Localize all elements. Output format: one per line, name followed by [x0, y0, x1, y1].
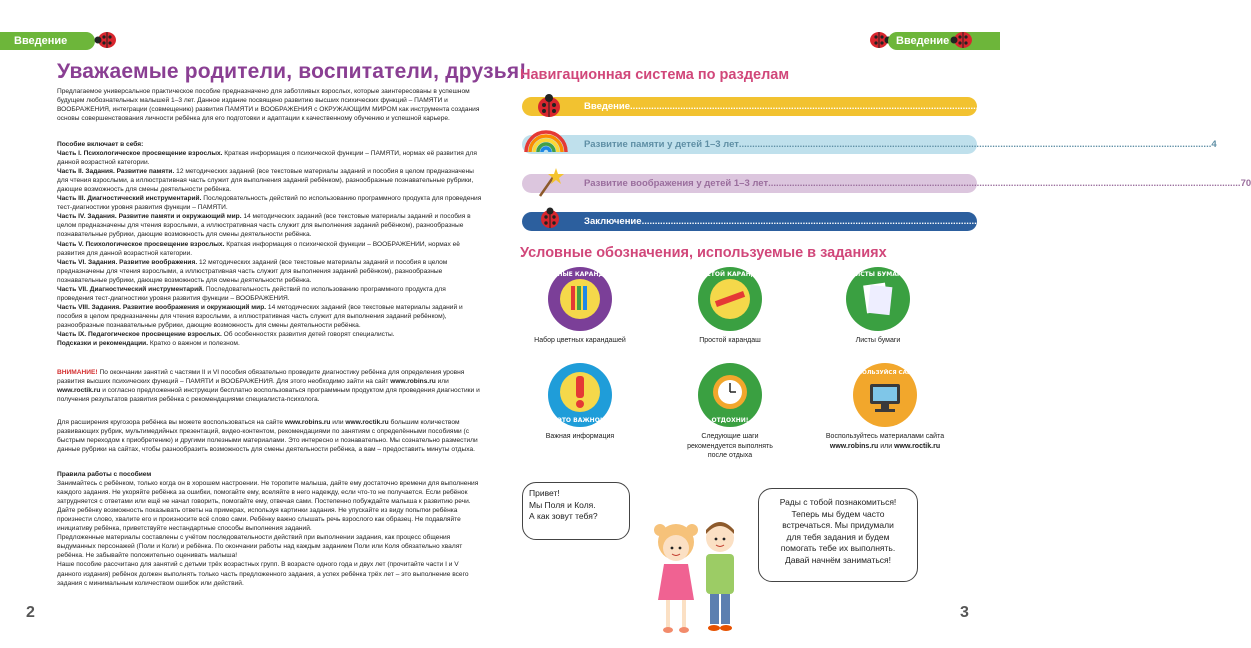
rules-text-3: Наше пособие рассчитано для занятий с детьми трёх возрастных групп. В возрасте одного года и двух лет (прочитайте части I и V данного издания) ребёнок должен выполнять только часть предложенного задания, а успех ребёнка трёх лет – это выполнение всего задания с минимальным количеством ошибок или действий. — [57, 561, 469, 587]
icon-caption-line: www.robins.ru или www.roctik.ru — [829, 442, 941, 450]
site-link[interactable]: www.robins.ru — [284, 419, 331, 426]
icon-caption-line: рекомендуется выполнять — [687, 442, 773, 450]
magic-wand-icon — [534, 166, 564, 198]
speech-bubble-left — [522, 482, 630, 540]
rainbow-icon — [522, 124, 570, 154]
color-pencils-icon — [539, 266, 621, 332]
icon-caption-line: после отдыха — [707, 452, 753, 459]
ladybug-icon — [94, 30, 118, 49]
bubble-line: встречаться. Мы придумали — [782, 520, 894, 530]
site-link[interactable]: www.roctik.ru — [57, 387, 101, 395]
section-tab-left — [0, 32, 95, 50]
speech-bubble-right — [758, 488, 918, 582]
left-page — [0, 0, 527, 648]
rules-text-2: Предложенные материалы составлены с учётом последовательности действий при выполнении задания, как процесс общения выдуманных персонажей (Поли и Коли) и ребёнка. По окончании работы над каждым заданием Поли или Коля обязательно хвалят ребёнка. Не забывайте положительно оценивать малыша! — [57, 534, 463, 560]
includes-title: Пособие включает в себя: — [57, 141, 144, 148]
icon-caption: Важная информация — [545, 433, 615, 440]
page-number: 2 — [26, 604, 35, 621]
exclamation-icon — [547, 362, 613, 428]
nav-item-conclusion[interactable]: Заключение ................................................................................................................................................................................... 119 — [522, 212, 977, 231]
legend-website — [800, 362, 970, 451]
right-page — [500, 0, 1251, 648]
rules-section — [57, 470, 482, 588]
alarm-clock-icon — [697, 362, 763, 428]
rules-title: Правила работы с пособием — [57, 471, 152, 478]
part-item: Часть VIII. Задания. Развитие воображения и окружающий мир. 14 методических заданий (все текстовые материалы заданий и пособия в целом предназначены для чтения взрослыми, а иллюстративная часть служит для выполнения заданий ребёнком), разнообразные познавательные рубрики, дающие возможность для смены деятельности ребёнка. — [57, 303, 463, 329]
ladybug-icon — [538, 206, 562, 230]
ladybug-icon — [534, 93, 564, 119]
badge-text: ЭТО ВАЖНО! — [557, 417, 603, 424]
intro-paragraph: Предлагаемое универсальное практическое пособие предназначено для заботливых взрослых, которые заинтересованы в успешном будущем любознательных малышей 1–3 лет. Данное издание посвящено развитию высших психических функций – ПАМЯТИ и ВООБРАЖЕНИЯ, интеграции (совмещению) развития ПАМЯТИ и ВООБРАЖЕНИЯ с ОКРУЖАЮЩИМ МИРОМ как инструмента создания основы совершенствования личности ребёнка для его подготовки и адаптации к качественному обучению и успешной карьере. — [57, 88, 480, 123]
nav-item-intro[interactable]: Введение ................................................................................................................................................................................... 2 — [522, 97, 977, 116]
computer-icon — [844, 362, 926, 428]
nav-item-imagination[interactable]: Развитие воображения у детей 1–3 лет ................................................................................................................................................................................... 70 — [522, 174, 977, 193]
icon-caption: Набор цветных карандашей — [534, 337, 626, 344]
bubble-line: Теперь мы будем часто — [791, 508, 885, 519]
section-tab-label: Введение — [14, 35, 68, 47]
ladybug-icon — [950, 30, 974, 49]
legend-important — [520, 362, 640, 442]
bubble-line: Давай начнём заниматься! — [784, 554, 892, 565]
legend-paper-sheets — [818, 266, 938, 346]
nav-heading: Навигационная система по разделам — [520, 67, 790, 83]
part-item: Часть VI. Задания. Развитие воображения. 12 методических заданий (все текстовые материалы заданий и пособия в целом предназначены для чтения взрослыми, а иллюстративная часть служит для выполнения заданий ребёнком), разнообразные познавательные рубрики, дающие возможность для смены деятельности ребёнка. — [57, 258, 448, 284]
part-item: Подсказки и рекомендации. Кратко о важном и полезном. — [57, 340, 240, 348]
simple-pencil-icon — [691, 266, 769, 332]
bubble-line: Мы Поля и Коля. — [529, 499, 596, 510]
part-item: Часть I. Психологическое просвещение взрослых. Краткая информация о психической функции – ПАМЯТИ, нормах её развития для данной возрастной категории. — [57, 150, 477, 167]
part-item: Часть IV. Задания. Развитие памяти и окружающий мир. 14 методических заданий (все текстовые материалы заданий и пособия в целом предназначены для чтения взрослыми, а иллюстративная часть служит для выполнения заданий ребёнком), разнообразные познавательные рубрики, дающие возможность для смены деятельности ребёнка. — [57, 213, 471, 239]
bubble-line: помогать тебе их выполнять. — [780, 543, 896, 553]
site-link[interactable]: www.robins.ru — [829, 442, 879, 450]
site-link[interactable]: www.robins.ru — [390, 378, 436, 386]
part-item: Часть III. Диагностический инструментарий. Последовательность действий по использованию программного продукта для проведения тест-диагностики уровня развития функции – ПАМЯТИ. — [57, 195, 482, 212]
icon-caption: Простой карандаш — [699, 337, 761, 344]
attention-paragraph: ВНИМАНИЕ! По окончании занятий с частями II и VI пособия обязательно проведите диагностику ребёнка для определения уровня развития высших психических функций – ПАМЯТИ и ВООБРАЖЕНИЯ. Для этого необходимо зайти на сайт www.robins.ru или www.roctik.ru и согласно предложенной инструкции бесплатно воспользоваться программным продуктом для проведения диагностики и получения результатов развития ребёнка с рекомендациями специалиста-психолога. — [57, 369, 480, 404]
legend-rest — [670, 362, 790, 461]
part-item: Часть II. Задания. Развитие памяти. 12 методических заданий (все текстовые материалы заданий и пособия в целом предназначены для чтения взрослыми, а иллюстративная часть служит для выполнения заданий ребёнком), разнообразные познавательные рубрики, дающие возможность для смены деятельности ребёнка. — [57, 168, 474, 194]
badge-text: ОТДОХНИ! — [711, 417, 749, 424]
bubble-line: для тебя задания и будем — [786, 531, 890, 542]
part-item: Часть V. Психологическое просвещение взрослых. Краткая информация о психической функции – ВООБРАЖЕНИИ, нормах её развития для данной возрастной категории. — [57, 240, 460, 257]
extend-paragraph: Для расширения кругозора ребёнка вы можете воспользоваться на сайте www.robins.ru или www.roctik.ru большим количеством развивающих рубрик, мультимедийных презентаций, видео-контентом, рекомендациями по занятиям с определёнными пособиями (с быстрым переходом к приобретению) и другими полезными материалами. Это интересно и познавательно. Мы сознательно разместили данные рубрики на сайтах, чтобы разнообразить возможность для смены деятельности ребёнка, а вам – предоставить минуты отдыха. — [57, 419, 478, 454]
legend-heading: Условные обозначения, используемые в заданиях — [520, 245, 887, 261]
part-item: Часть IX. Педагогическое просвещение взрослых. Об особенностях развития детей говорят специалисты. — [57, 330, 395, 338]
kids-illustration — [648, 508, 748, 642]
badge-text: ВОСПОЛЬЗУЙСЯ САЙТОМ — [844, 370, 926, 376]
includes-section — [57, 140, 482, 348]
page-title: Уважаемые родители, воспитатели, друзья! — [57, 60, 527, 83]
bubble-line: Рады с тобой познакомиться! — [779, 497, 897, 507]
bubble-line: Привет! — [529, 488, 560, 498]
legend-color-pencils — [520, 266, 640, 346]
rules-text: Занимайтесь с ребёнком, только когда он в хорошем настроении. Не торопите малыша, дайте ему достаточно времени для выполнения каждого задания. Не укоряйте ребёнка за ошибки, помогайте ему, вселяйте в него надежду, если что-то не получается. Если ребёнок затрудняется с ответами или ещё не начал говорить, помогайте ему, отвечая сами. Постепенно побуждайте малыша к развитию речи. Дайте ребёнку возможность показывать ответы на примерах, используя картинки задания. Не упускайте из виду попытки ребёнка произнести слово, хвалите его и произносите всё слово сами. Ребёнку важно слышать речь взрослого как образец. Не подавляйте инициативу ребёнка, приветствуйте нестандартные способы выполнения заданий. — [57, 480, 479, 533]
paper-sheets-icon — [845, 266, 911, 332]
site-link[interactable]: www.roctik.ru — [894, 442, 941, 450]
bubble-line: А как зовут тебя? — [529, 511, 598, 521]
badge-text: ЛИСТЫ БУМАГИ — [850, 271, 906, 278]
section-tab-right — [888, 32, 1000, 50]
legend-simple-pencil — [670, 266, 790, 346]
site-link[interactable]: www.roctik.ru — [345, 419, 389, 426]
page-number: 3 — [960, 604, 969, 621]
part-item: Часть VII. Диагностический инструментарий. Последовательность действий по использованию программного продукта для проведения тест-диагностики уровня развития функции – ВООБРАЖЕНИЯ. — [57, 285, 446, 302]
badge-text: ЦВЕТНЫЕ КАРАНДАШИ — [539, 271, 621, 278]
icon-caption: Листы бумаги — [855, 337, 901, 344]
nav-item-memory[interactable]: Развитие памяти у детей 1–3 лет ................................................................................................................................................................................... 4 — [522, 135, 977, 154]
icon-caption-line: Воспользуйтесь материалами сайта — [825, 433, 945, 440]
badge-text: ПРОСТОЙ КАРАНДАШ — [691, 271, 769, 278]
section-tab-label: Введение — [896, 35, 950, 47]
icon-caption-line: Следующие шаги — [701, 433, 759, 440]
